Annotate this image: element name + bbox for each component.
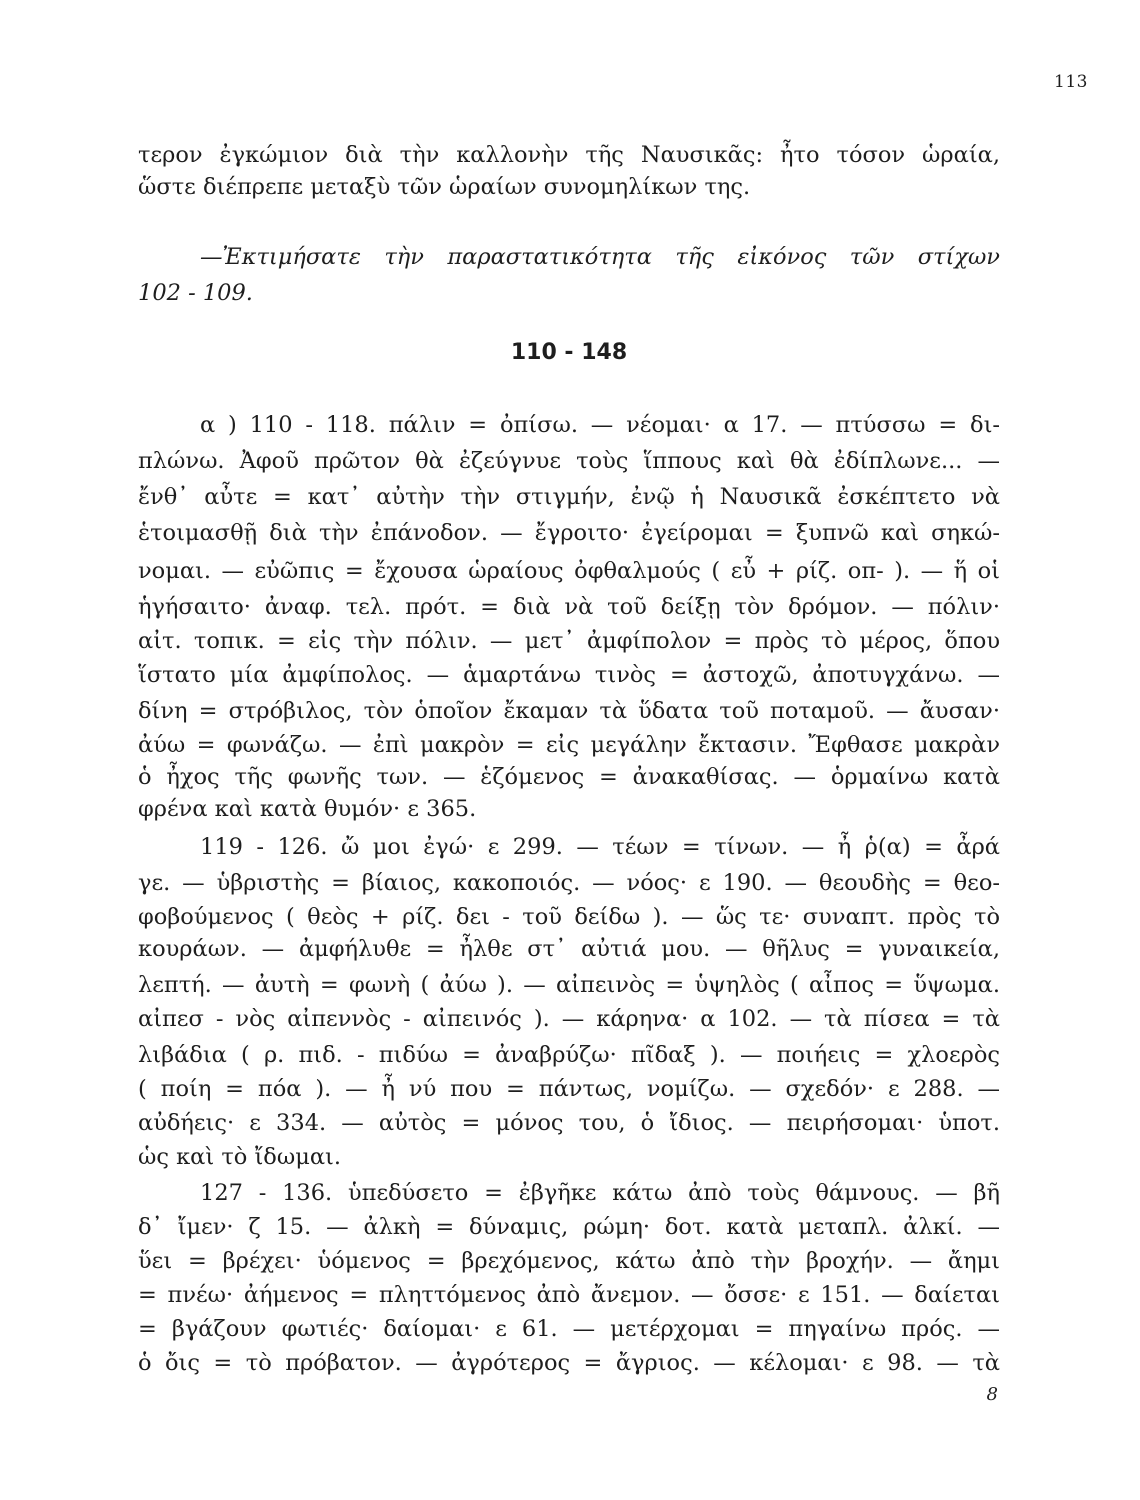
text-line: = βγάζουν φωτιές· δαίομαι· ε 61. — μετέρχομαι = πηγαίνω πρός. —	[138, 1316, 1000, 1342]
text-line: ἔνθ᾽ αὖτε = κατ᾽ αὐτὴν τὴν στιγμήν, ἐνῷ ἡ Ναυσικᾶ ἐσκέπτετο νὰ	[138, 484, 1000, 510]
text-line: πλώνω. Ἀφοῦ πρῶτον θὰ ἐζεύγνυε τοὺς ἵππους καὶ θὰ ἐδίπλωνε... —	[138, 448, 1000, 474]
text-line: λιβάδια ( ρ. πιδ. - πιδύω = ἀναβρύζω· πῖδαξ ). — ποιήεις = χλοερὸς	[138, 1042, 1000, 1068]
text-line: 119 - 126. ὤ μοι ἐγώ· ε 299. — τέων = τίνων. — ἦ ῥ(α) = ἆρά	[200, 834, 1000, 860]
page-number: 113	[1054, 72, 1088, 92]
text-line: α ) 110 - 118. πάλιν = ὀπίσω. — νέομαι· α 17. — πτύσσω = δι-	[200, 412, 1000, 438]
text-line: δίνη = στρόβιλος, τὸν ὁποῖον ἔκαμαν τὰ ὕδατα τοῦ ποταμοῦ. — ἄυσαν·	[138, 698, 1000, 724]
text-line: ἵστατο μία ἀμφίπολος. — ἁμαρτάνω τινὸς = ἀστοχῶ, ἀποτυγχάνω. —	[138, 662, 1000, 688]
text-line: ὁ ἦχος τῆς φωνῆς των. — ἑζόμενος = ἀνακαθίσας. — ὁρμαίνω κατὰ	[138, 764, 1000, 790]
text-line: αὐδήεις· ε 334. — αὐτὸς = μόνος του, ὁ ἴδιος. — πειρήσομαι· ὑποτ.	[138, 1110, 1000, 1136]
text-line: ἑτοιμασθῇ διὰ τὴν ἐπάνοδον. — ἔγροιτο· ἐγείρομαι = ξυπνῶ καὶ σηκώ-	[138, 520, 1000, 546]
text-line: ὁ ὄις = τὸ πρόβατον. — ἀγρότερος = ἄγριος. — κέλομαι· ε 98. — τὰ	[138, 1350, 1000, 1376]
text-line: ὡς καὶ τὸ ἴδωμαι.	[138, 1144, 341, 1170]
text-line: φρένα καὶ κατὰ θυμόν· ε 365.	[138, 796, 477, 822]
text-line: λεπτή. — ἀυτὴ = φωνὴ ( ἀύω ). — αἰπεινὸς = ὑψηλὸς ( αἶπος = ὕψωμα.	[138, 972, 1000, 998]
text-line: κουράων. — ἀμφήλυθε = ἦλθε στ᾽ αὐτιά μου. — θῆλυς = γυναικεία,	[138, 936, 1000, 962]
section-heading: 110 - 148	[510, 340, 628, 365]
footer-signature: 8	[986, 1384, 998, 1405]
text-line: ὕει = βρέχει· ὑόμενος = βρεχόμενος, κάτω ἀπὸ τὴν βροχήν. — ἄημι	[138, 1248, 1000, 1274]
text-line: φοβούμενος ( θεὸς + ρίζ. δει - τοῦ δείδω ). — ὥς τε· συναπτ. πρὸς τὸ	[138, 904, 1000, 930]
text-line: ἡγήσαιτο· ἀναφ. τελ. πρότ. = διὰ νὰ τοῦ δείξῃ τὸν δρόμον. — πόλιν·	[138, 594, 1000, 620]
text-line: τερον ἐγκώμιον διὰ τὴν καλλονὴν τῆς Ναυσικᾶς: ἦτο τόσον ὡραία,	[138, 142, 1000, 168]
text-line: αἰπεσ - νὸς αἰπεννὸς - αἰπεινός ). — κάρηνα· α 102. — τὰ πίσεα = τὰ	[138, 1006, 1000, 1032]
text-line: ἀύω = φωνάζω. — ἐπὶ μακρὸν = εἰς μεγάλην ἔκτασιν. Ἔφθασε μακρὰν	[138, 732, 1000, 758]
text-line: αἰτ. τοπικ. = εἰς τὴν πόλιν. — μετ᾽ ἀμφίπολον = πρὸς τὸ μέρος, ὅπου	[138, 628, 1000, 654]
exercise-line: 102 - 109.	[138, 280, 253, 306]
text-line: 127 - 136. ὑπεδύσετο = ἐβγῆκε κάτω ἀπὸ τοὺς θάμνους. — βῆ	[200, 1180, 1000, 1206]
text-line: ὥστε διέπρεπε μεταξὺ τῶν ὡραίων συνομηλίκων της.	[138, 174, 751, 200]
text-line: γε. — ὑβριστὴς = βίαιος, κακοποιός. — νόος· ε 190. — θεουδὴς = θεο-	[138, 870, 1000, 896]
text-line: ( ποίη = πόα ). — ἦ νύ που = πάντως, νομίζω. — σχεδόν· ε 288. —	[138, 1076, 1000, 1102]
text-line: δ᾽ ἴμεν· ζ 15. — ἀλκὴ = δύναμις, ρώμη· δοτ. κατὰ μεταπλ. ἀλκί. —	[138, 1214, 1000, 1240]
text-line: = πνέω· ἀήμενος = πληττόμενος ἀπὸ ἄνεμον. — ὄσσε· ε 151. — δαίεται	[138, 1282, 1000, 1308]
exercise-line: —Ἐκτιμήσατε τὴν παραστατικότητα τῆς εἰκόνος τῶν στίχων	[200, 244, 1000, 270]
text-line: νομαι. — εὐῶπις = ἔχουσα ὡραίους ὀφθαλμούς ( εὖ + ρίζ. οπ- ). — ἥ οἱ	[138, 558, 1000, 584]
